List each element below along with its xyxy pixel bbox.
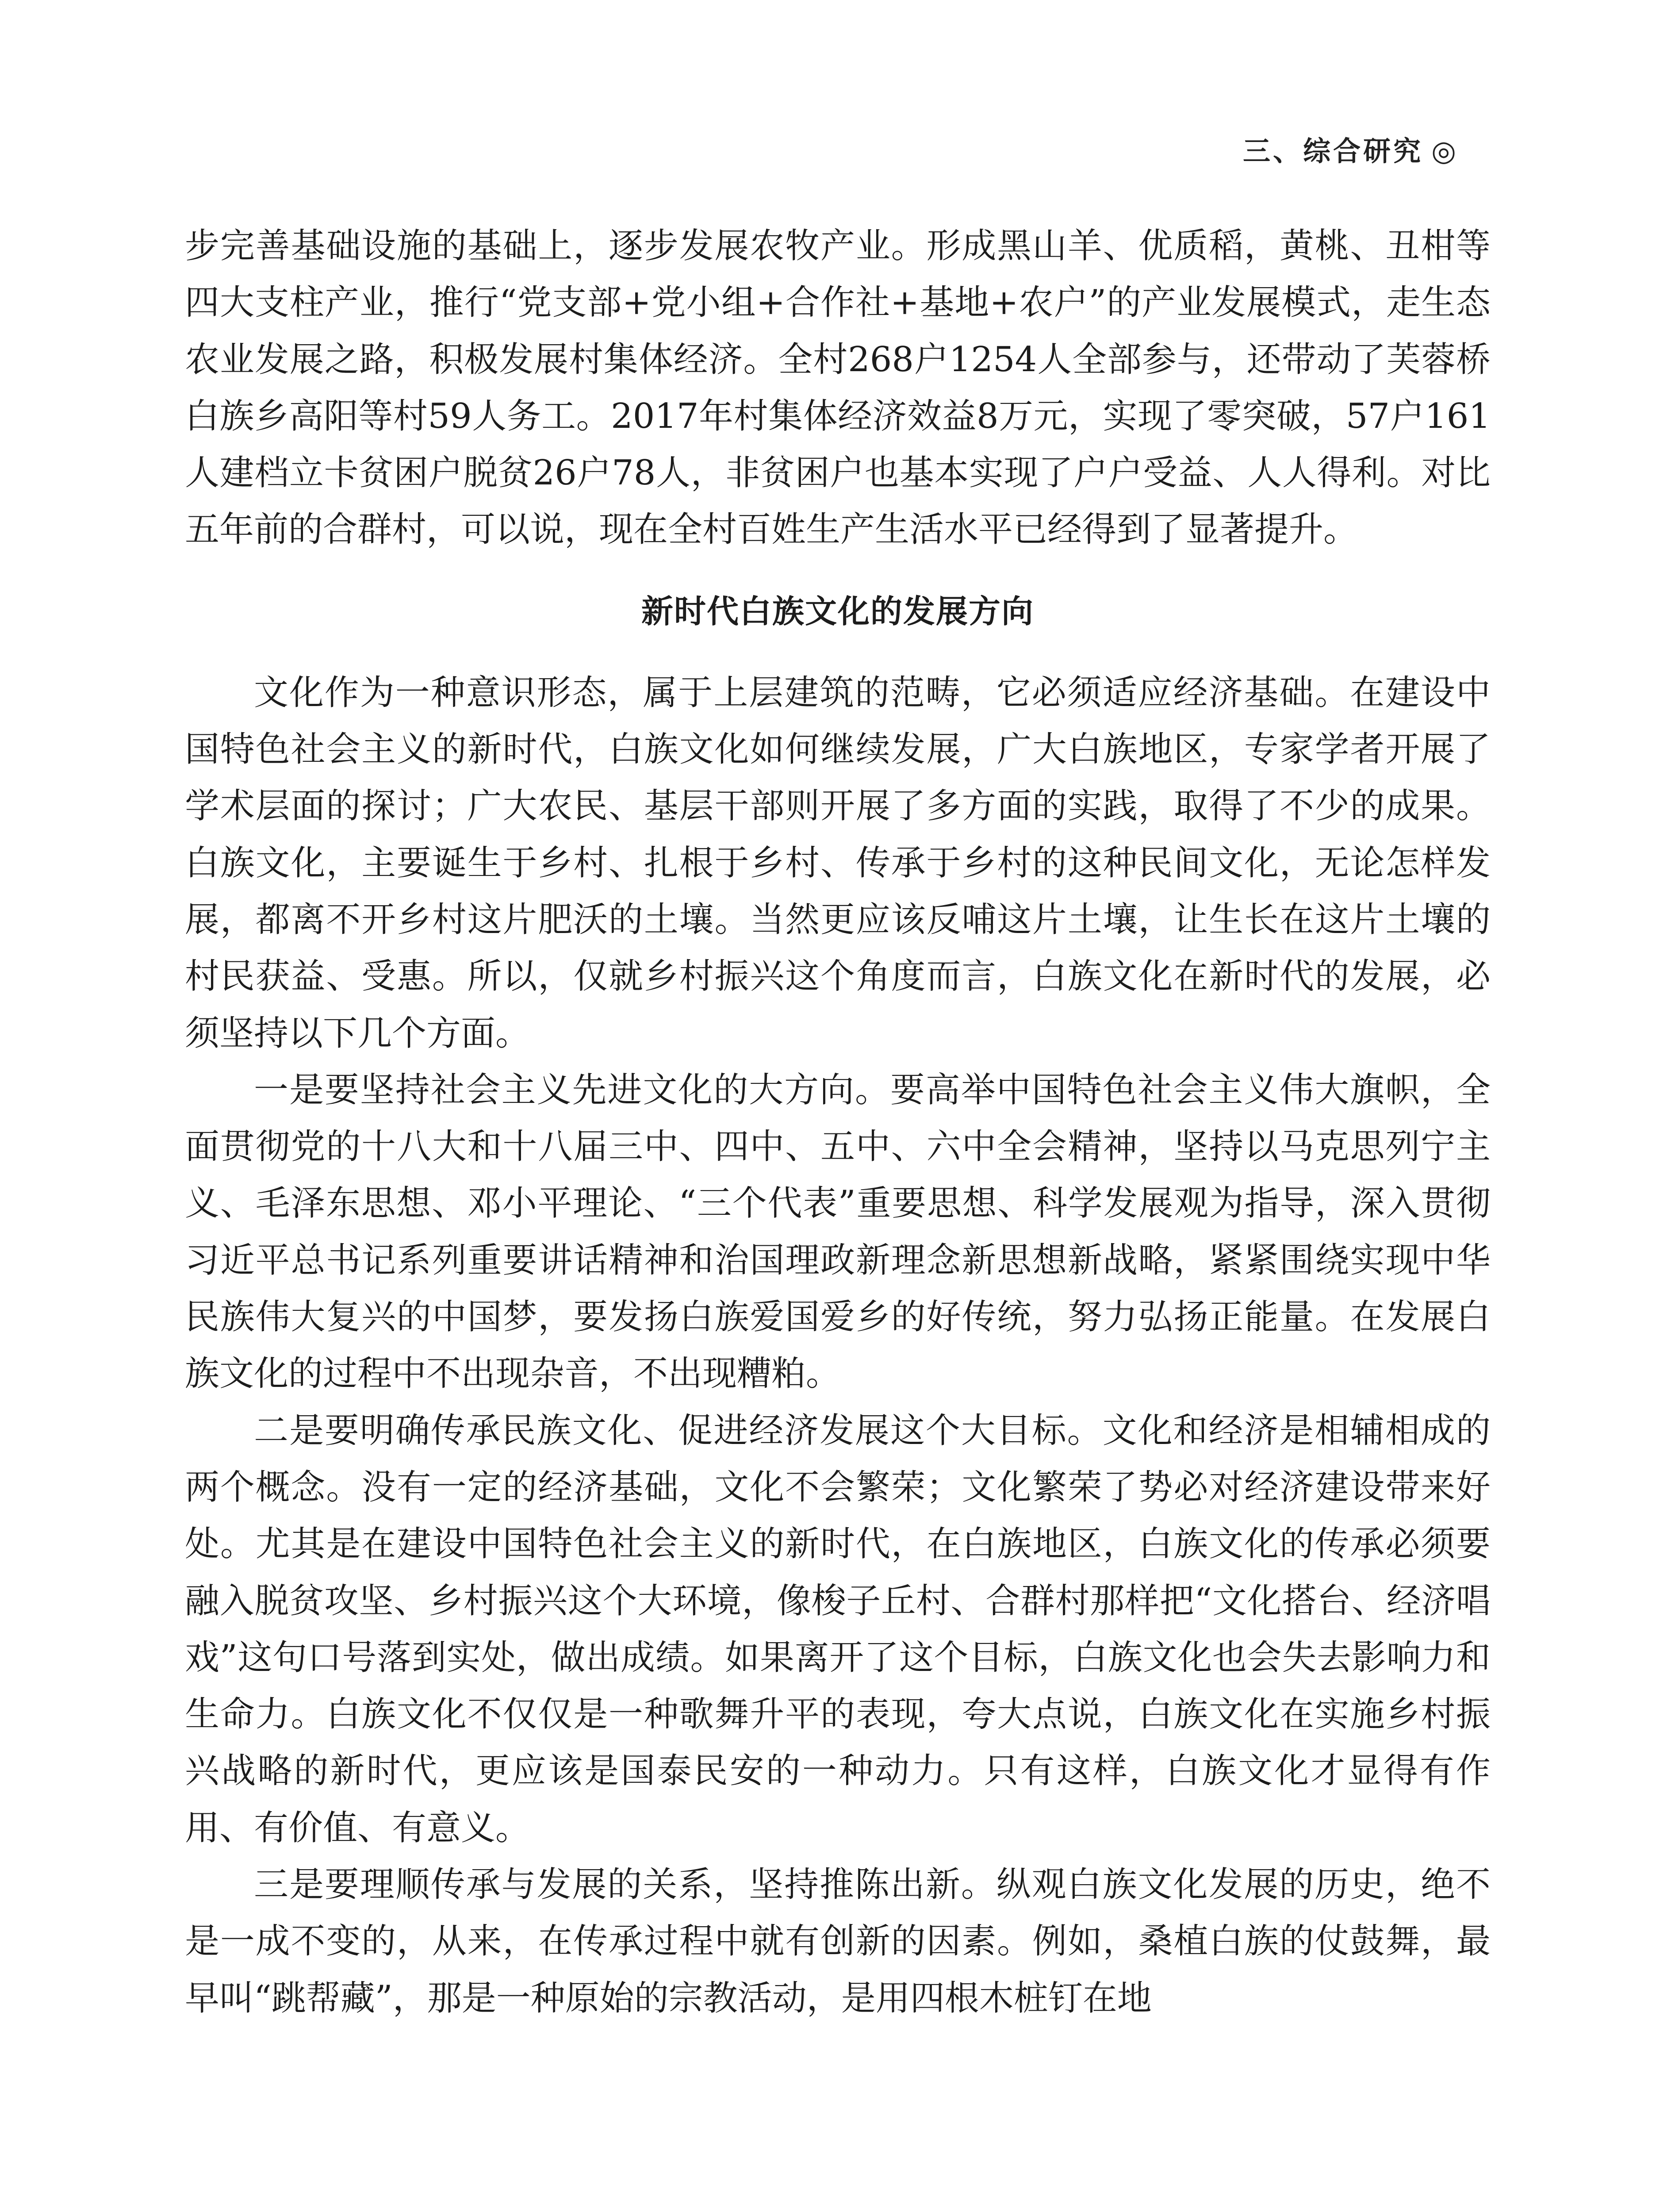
body-paragraph: 三是要理顺传承与发展的关系，坚持推陈出新。纵观白族文化发展的历史，绝不是一成不变的，从来，在传承过程中就有创新的因素。例如，桑植白族的仗鼓舞，最早叫“跳帮藏”，那是一种原始的宗教活动，是用四根木桩钉在地 [185, 1865, 1491, 2018]
header-section-title: 三、综合研究 [1243, 135, 1424, 167]
body-paragraph: 一是要坚持社会主义先进文化的大方向。要高举中国特色社会主义伟大旗帜，全面贯彻党的十八大和十八届三中、四中、五中、六中全会精神，坚持以马克思列宁主义、毛泽东思想、邓小平理论、“三个代表”重要思想、科学发展观为指导，深入贯彻习近平总书记系列重要讲话精神和治国理政新理念新思想新战略，紧紧围绕实现中华民族伟大复兴的中国梦，要发扬白族爱国爱乡的好传统，努力弘扬正能量。在发展白族文化的过程中不出现杂音，不出现糟粕。 [185, 1070, 1491, 1394]
body-paragraph: 二是要明确传承民族文化、促进经济发展这个大目标。文化和经济是相辅相成的两个概念。没有一定的经济基础，文化不会繁荣；文化繁荣了势必对经济建设带来好处。尤其是在建设中国特色社会主义的新时代，在白族地区，白族文化的传承必须要融入脱贫攻坚、乡村振兴这个大环境，像梭子丘村、合群村那样把“文化搭台、经济唱戏”这句口号落到实处，做出成绩。如果离开了这个目标，白族文化也会失去影响力和生命力。白族文化不仅仅是一种歌舞升平的表现，夸大点说，白族文化在实施乡村振兴战略的新时代，更应该是国泰民安的一种动力。只有这样，白族文化才显得有作用、有价值、有意义。 [185, 1410, 1491, 1848]
body-paragraph: 文化作为一种意识形态，属于上层建筑的范畴，它必须适应经济基础。在建设中国特色社会主义的新时代，白族文化如何继续发展，广大白族地区，专家学者开展了学术层面的探讨；广大农民、基层干部则开展了多方面的实践，取得了不少的成果。白族文化，主要诞生于乡村、扎根于乡村、传承于乡村的这种民间文化，无论怎样发展，都离不开乡村这片肥沃的土壤。当然更应该反哺这片土壤，让生长在这片土壤的村民获益、受惠。所以，仅就乡村振兴这个角度而言，白族文化在新时代的发展，必须坚持以下几个方面。 [185, 672, 1491, 1053]
body-paragraph-continued: 步完善基础设施的基础上，逐步发展农牧产业。形成黑山羊、优质稻，黄桃、丑柑等四大支柱产业，推行“党支部+党小组+合作社+基地+农户”的产业发展模式，走生态农业发展之路，积极发展村集体经济。全村268户1254人全部参与，还带动了芙蓉桥白族乡高阳等村59人务工。2017年村集体经济效益8万元，实现了零突破，57户161人建档立卡贫困户脱贫26户78人，非贫困户也基本实现了户户受益、人人得利。对比五年前的合群村，可以说，现在全村百姓生产生活水平已经得到了显著提升。 [185, 226, 1491, 550]
running-header [1243, 129, 1459, 169]
target-circle-icon: ◎ [1431, 135, 1459, 168]
section-heading: 新时代白族文化的发展方向 [641, 592, 1034, 630]
page-body [185, 218, 1491, 2027]
